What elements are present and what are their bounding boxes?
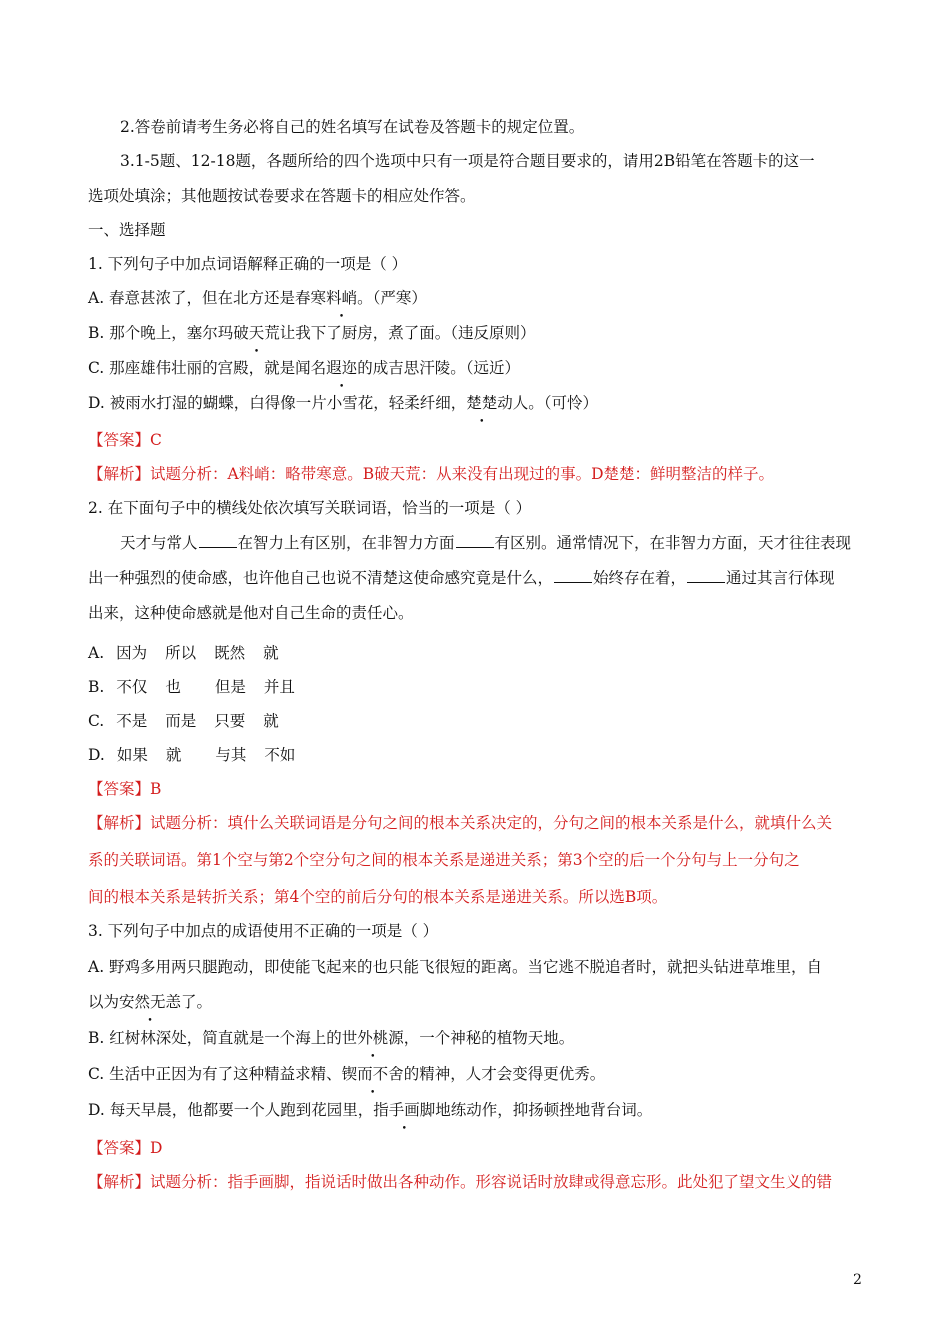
q3-b-text-end: ，一个神秘的植物天地。	[403, 1029, 575, 1047]
option-word: 不仅	[116, 678, 148, 696]
q1-c-text: C. 那座雄伟壮丽的宫殿，就是闻名	[88, 359, 327, 377]
fill-blank-4	[687, 568, 725, 583]
q2-option-c	[88, 710, 279, 732]
option-letter: D.	[88, 746, 105, 764]
q2-answer: 【答案】B	[88, 780, 162, 798]
q1-a-gloss: 。（严寒）	[357, 289, 427, 307]
q1-d-gloss: 动人。（可怜）	[497, 394, 599, 412]
option-word: 既然	[214, 644, 246, 662]
q1-c-dotted-word: 遐迩	[326, 359, 358, 377]
q3-a-text: 以为	[88, 993, 120, 1011]
option-word: 也	[165, 678, 181, 696]
q2-analysis-line2: 系的关联词语。第1个空与第2个空分句之间的根本关系是递进关系；第3个空的后一个分句与上一分句之	[88, 851, 800, 869]
q3-option-a-line1: A. 野鸡多用两只腿跑动，即使能飞起来的也只能飞很短的距离。当它逃不脱追者时，就把头钻进草堆里，自	[88, 958, 823, 976]
q2-p1-seg1: 天才与常人	[120, 534, 198, 552]
q3-option-b	[88, 1027, 574, 1049]
option-word: 不是	[116, 712, 148, 730]
note-3-line1: 3.1-5题、12-18题，各题所给的四个选项中只有一项是符合题目要求的，请用2B铅笔在答题卡的这一	[120, 152, 815, 170]
q3-b-text: B. 红树林深处，简直就是一个海上的	[88, 1029, 342, 1047]
option-word: 所以	[165, 644, 197, 662]
option-word: 不如	[264, 746, 296, 764]
q3-b-dotted-idiom: 世外桃源	[341, 1029, 404, 1047]
option-word: 就	[165, 746, 182, 764]
note-3-line2: 选项处填涂；其他题按试卷要求在答题卡的相应处作答。	[88, 187, 476, 205]
q2-passage-line2	[88, 567, 835, 589]
q1-a-dotted-word: 料峭	[326, 289, 358, 307]
q2-passage-line1	[120, 532, 851, 554]
option-word: 就	[263, 712, 279, 730]
note-2: 2.答卷前请考生务必将自己的姓名填写在试卷及答题卡的规定位置。	[120, 118, 585, 136]
q3-a-text-end: 了。	[181, 993, 213, 1011]
option-word: 只要	[214, 712, 246, 730]
q2-p1-seg2: 在智力上有区别，在非智力方面	[237, 534, 455, 552]
q2-option-a	[88, 642, 279, 664]
q3-c-text-end: 的精神，人才会变得更优秀。	[403, 1065, 606, 1083]
q1-a-text: A. 春意甚浓了，但在北方还是春寒	[88, 289, 327, 307]
q1-option-b	[88, 322, 536, 344]
q1-option-d	[88, 392, 598, 414]
q3-c-dotted-idiom: 锲而不舍	[341, 1065, 404, 1083]
q2-analysis-line1: 【解析】试题分析：填什么关联词语是分句之间的根本关系决定的，分句之间的根本关系是什么，就填什么关	[88, 814, 833, 832]
q1-c-gloss: 的成吉思汗陵。（远近）	[357, 359, 520, 377]
option-word: 与其	[215, 746, 247, 764]
option-letter: C.	[88, 712, 105, 730]
q1-b-dotted-word: 破天荒	[233, 324, 280, 342]
q1-stem: 1. 下列句子中加点词语解释正确的一项是（ ）	[88, 255, 408, 273]
q2-p1-seg3: 有区别。通常情况下，在非智力方面，天才往往表现	[494, 534, 852, 552]
option-word: 而是	[165, 712, 197, 730]
q3-answer: 【答案】D	[88, 1139, 163, 1157]
option-word: 并且	[263, 678, 295, 696]
q3-analysis: 【解析】试题分析：指手画脚，指说话时做出各种动作。形容说话时放肆或得意忘形。此处犯了望文生义的错	[88, 1173, 833, 1191]
q3-d-dotted-idiom: 指手画脚	[373, 1101, 436, 1119]
q3-d-text: D. 每天早晨，他都要一个人跑到花园里，	[88, 1101, 374, 1119]
option-word: 因为	[116, 644, 148, 662]
q1-option-a	[88, 287, 427, 309]
option-letter: B.	[88, 678, 105, 696]
q1-analysis: 【解析】试题分析：A料峭：略带寒意。B破天荒：从来没有出现过的事。D楚楚：鲜明整洁的样子。	[88, 465, 775, 483]
q1-d-dotted-word: 楚楚	[466, 394, 498, 412]
q3-d-text-end: 地练动作，抑扬顿挫地背台词。	[435, 1101, 653, 1119]
q3-option-a-line2	[88, 991, 212, 1013]
q2-option-b	[88, 676, 295, 698]
q2-passage-line3: 出来，这种使命感就是他对自己生命的责任心。	[88, 604, 414, 622]
q2-stem: 2. 在下面句子中的横线处依次填写关联词语，恰当的一项是（ ）	[88, 499, 532, 517]
q2-p2-seg3: 通过其言行体现	[726, 569, 835, 587]
q3-stem: 3. 下列句子中加点的成语使用不正确的一项是（ ）	[88, 922, 439, 940]
q2-option-d	[88, 744, 295, 766]
q3-option-d	[88, 1099, 652, 1121]
page-number: 2	[853, 1272, 862, 1288]
q1-b-gloss: 让我下了厨房，煮了面。（违反原则）	[279, 324, 536, 342]
q1-b-text: B. 那个晚上，塞尔玛	[88, 324, 234, 342]
option-word: 如果	[116, 746, 148, 764]
section-title: 一、选择题	[88, 221, 166, 239]
option-letter: A.	[88, 644, 105, 662]
option-word: 就	[263, 644, 279, 662]
q2-analysis-line3: 间的根本关系是转折关系；第4个空的前后分句的根本关系是递进关系。所以选B项。	[88, 888, 668, 906]
q3-option-c	[88, 1063, 605, 1085]
q2-p2-seg1: 出一种强烈的使命感，也许他自己也说不清楚这使命感究竟是什么，	[88, 569, 554, 587]
option-word: 但是	[214, 678, 246, 696]
q3-c-text: C. 生活中正因为有了这种精益求精、	[88, 1065, 342, 1083]
q1-d-text: D. 被雨水打湿的蝴蝶，白得像一片小雪花，轻柔纤细，	[88, 394, 467, 412]
q2-p2-seg2: 始终存在着，	[593, 569, 687, 587]
q1-answer: 【答案】C	[88, 431, 162, 449]
fill-blank-2	[456, 533, 494, 548]
q3-a-dotted-idiom: 安然无恙	[119, 993, 182, 1011]
fill-blank-1	[199, 533, 237, 548]
fill-blank-3	[554, 568, 592, 583]
q1-option-c	[88, 357, 520, 379]
